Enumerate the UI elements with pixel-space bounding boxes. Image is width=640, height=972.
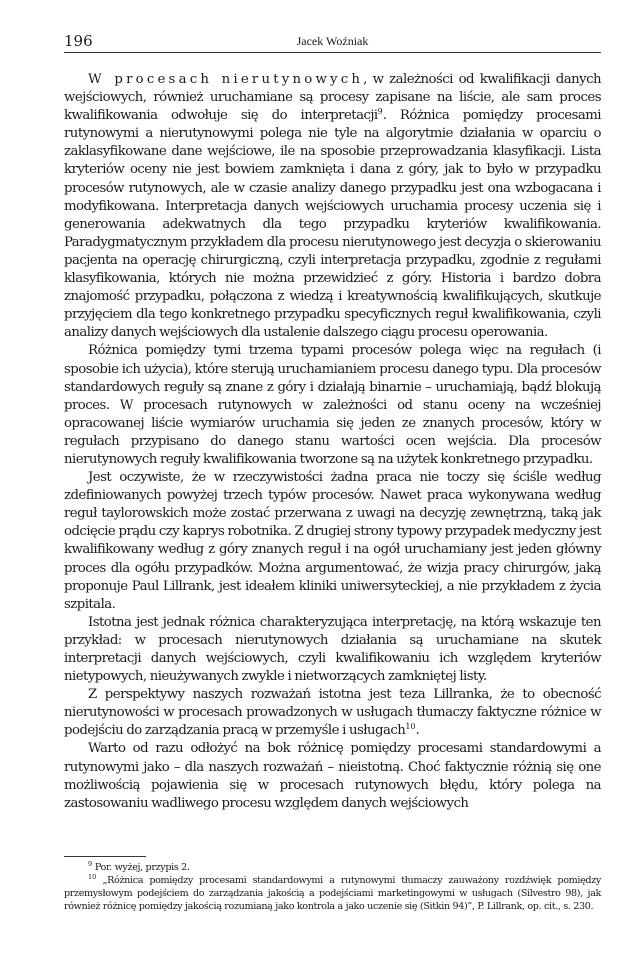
main-text [64, 71, 601, 813]
footnote-text: Por. wyżej, przypis 2. [94, 862, 190, 873]
paragraph-text: . Różnica pomiędzy procesami rutynowymi a nierutynowymi polega nie tyle na algorytmie działania w oparciu o zaklasyfikowane dane wejściowe, ile na sposobie przeprowadzania klasyfikacji. Lista kryteriów oceny nie jest bowiem zamknięta i dana z góry, jak to było w przypadku procesów rutynowych, ale w czasie analizy danego przypadku jest ona wzbogacana i modyfikowana. Interpretacja danych wejściowych uruchamia procesy uczenia się i generowania adekwatnych dla tego przypadku kryteriów kwalifikowania. Paradygmatycznym przykładem dla procesu nierutynowego jest decyzja o skierowaniu pacjenta na operację chirurgiczną, czyli interpretacja przypadku, zgodnie z regułami klasyfikowania, których nie można przewidzieć z góry. Historia i bardzo dobra znajomość przypadku, połączona z wiedzą i kreatywnością kwalifikujących, skutkuje przyjęciem dla tego konkretnego przypadku specyficznych reguł kwalifikowania, czyli analizy danych wejściowych dla ustalenie dalszego ciągu procesu operowania. [64, 108, 601, 341]
paragraph-1 [64, 71, 601, 342]
paragraph-text: , w zależności od kwalifikacji danych wejściowych, również uruchamiane są procesy zapisane na liście, ale sam proces kwalifikowania odwołuje się do interpretacji [64, 72, 601, 124]
footnote-9 [64, 861, 601, 874]
footnote-text: „Różnica pomiędzy procesami standardowymi a rutynowymi tłumaczy zauważony rozdźwięk pomiędzy przemysłowym podejściem do zarządzania jakością a podejściami marketingowymi w usługach (Silvestro 98), jak również różnicę pomiędzy jakością rozumianą jako kontrola a jako uczenie się (Sitkin 94)”, P. Lillrank, op. cit., s. 230. [64, 875, 601, 912]
footnote-ref-10[interactable]: 10 [405, 722, 416, 732]
paragraph-6: Warto od razu odłożyć na bok różnicę pomiędzy procesami standardowymi a rutynowymi jako – dla naszych rozważań – nieistotną. Choć faktycznie różnią się one możliwością pojawienia się w procesach rutynowych błędu, który polega na zastosowaniu wadliwego procesu względem danych wejściowych [64, 741, 601, 811]
paragraph-3: Jest oczywiste, że w rzeczywistości żadna praca nie toczy się ściśle według zdefiniowanych powyżej trzech typów procesów. Nawet praca wykonywana według reguł taylorowskich może zostać przerwana z uwagi na decyzję zewnętrzną, taką jak odcięcie prądu czy kaprys robotnika. Z drugiej strony typowy przypadek medyczny jest kwalifikowany według z góry znanych reguł i na ogół uruchamiany jest jeden główny proces dla ogółu przypadków. Można argumentować, że wizja pracy chirurgów, jaką proponuje Paul Lillrank, jest ideałem kliniki uniwersyteckiej, a nie przykładem z życia szpitala. [64, 470, 601, 612]
emphasized-term: W procesach nierutynowych [88, 72, 364, 87]
footnote-number: 10 [88, 873, 97, 881]
footnotes [64, 861, 601, 913]
footnote-ref-9[interactable]: 9 [377, 107, 383, 117]
footnote-10 [64, 874, 601, 913]
footnote-number: 9 [88, 860, 93, 868]
footnote-rule [64, 856, 146, 857]
running-head-author: Jacek Woźniak [296, 34, 369, 48]
running-head [64, 32, 601, 52]
paragraph-text: . [415, 723, 420, 739]
paragraph-2: Różnica pomiędzy tymi trzema typami procesów polega więc na regułach (i sposobie ich użycia), które sterują uruchamianiem procesu danego typu. Dla procesów standardowych reguły są znane z góry i działają binarnie – uruchamiają, bądź blokują proces. W procesach rutynowych w zależności od stanu oceny na wcześniej opracowanej liście wymiarów uruchamia się jeden ze znanych procesów, który w regułach przypisano do danego stanu wartości ocen wejścia. Dla procesów nierutynowych reguły kwalifikowania tworzone są na użytek konkretnego przypadku. [64, 343, 601, 467]
paragraph-5 [64, 686, 601, 740]
paragraph-text: Z perspektywy naszych rozważań istotna jest teza Lillranka, że to obecność nierutynowości w procesach prowadzonych w usługach tłumaczy faktyczne różnice w podejściu do zarządzania pracą w przemyśle i usługach [64, 687, 601, 739]
header-rule [64, 52, 601, 53]
paragraph-4: Istotna jest jednak różnica charakteryzująca interpretację, na którą wskazuje ten przykład: w procesach nierutynowych działania są uruchamiane na skutek interpretacji danych wejściowych, czyli kwalifikowaniu ich względem kryteriów nietypowych, nieużywanych zwykle i nietworzących zamkniętej listy. [64, 614, 601, 685]
page-number: 196 [64, 32, 93, 50]
